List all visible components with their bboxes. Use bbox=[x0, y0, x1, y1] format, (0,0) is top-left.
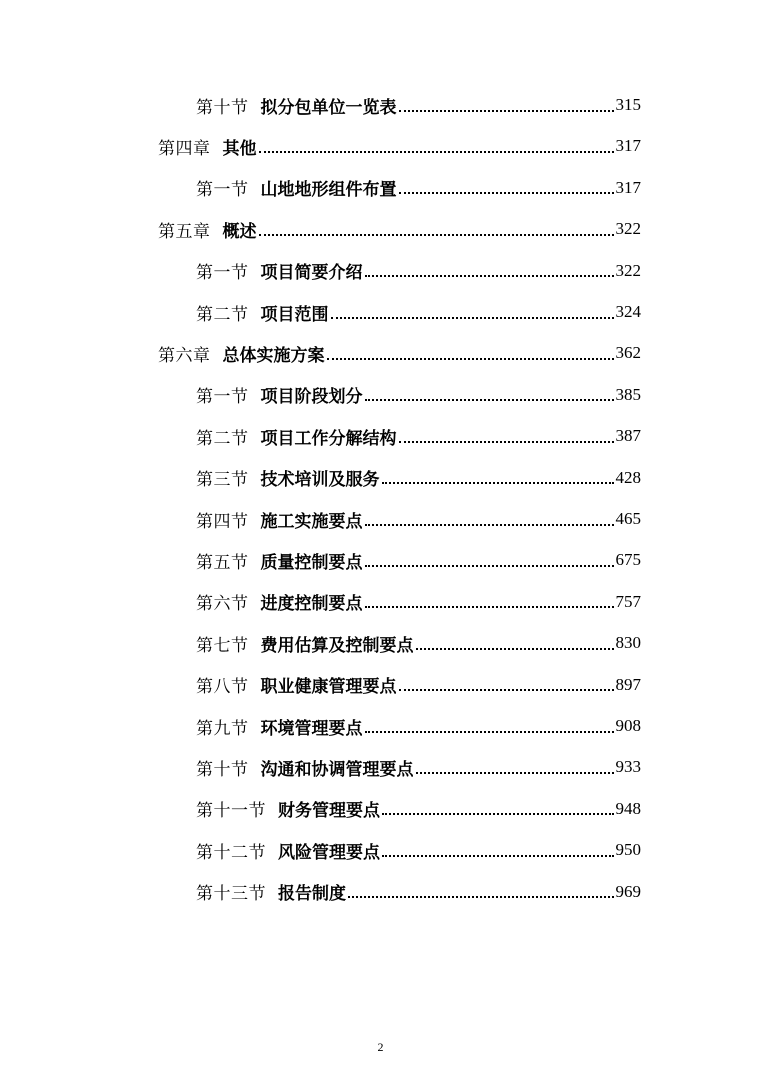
toc-entry-page: 362 bbox=[615, 343, 641, 363]
dot-leader bbox=[365, 564, 614, 567]
toc-entry-title: 风险管理要点 bbox=[278, 842, 380, 863]
toc-entry-page: 315 bbox=[615, 95, 641, 114]
toc-entry-title: 项目阶段划分 bbox=[260, 387, 363, 408]
dot-leader bbox=[259, 150, 614, 153]
toc-entry-label: 第六节 bbox=[196, 594, 249, 615]
toc-section-row[interactable] bbox=[196, 877, 641, 907]
toc-entry-label: 第六章 bbox=[158, 345, 211, 366]
dot-leader bbox=[259, 233, 614, 236]
toc-entry-page: 322 bbox=[615, 219, 641, 239]
toc-entry-label: 第一节 bbox=[196, 263, 249, 284]
dot-leader bbox=[365, 523, 614, 526]
dot-leader bbox=[416, 647, 614, 650]
toc-entry-label: 第五节 bbox=[196, 552, 249, 573]
toc-chapter-row[interactable] bbox=[158, 214, 641, 244]
toc-entry-title: 财务管理要点 bbox=[278, 801, 380, 822]
dot-leader bbox=[327, 357, 614, 360]
toc-entry-page: 387 bbox=[615, 426, 641, 446]
dot-leader bbox=[365, 605, 614, 608]
toc-section-row[interactable] bbox=[196, 711, 641, 741]
toc-entry-label: 第一节 bbox=[196, 387, 249, 408]
toc-entry-title: 山地地形组件布置 bbox=[260, 180, 397, 201]
toc-entry-title: 施工实施要点 bbox=[260, 511, 363, 532]
toc-entry-label: 第七节 bbox=[196, 635, 249, 656]
toc-entry-page: 757 bbox=[615, 591, 641, 611]
toc-entry-label: 第二节 bbox=[196, 304, 249, 325]
toc-entry-title: 沟通和协调管理要点 bbox=[260, 759, 414, 780]
toc-entry-page: 465 bbox=[615, 509, 641, 528]
toc-entry-label: 第四节 bbox=[196, 511, 249, 532]
toc-section-row[interactable] bbox=[196, 587, 641, 617]
toc-section-row[interactable] bbox=[196, 173, 641, 203]
dot-leader bbox=[399, 440, 614, 443]
toc-section-row[interactable] bbox=[196, 421, 641, 451]
toc-entry-label: 第十节 bbox=[196, 759, 249, 780]
toc-entry-page: 950 bbox=[615, 840, 641, 860]
toc-entry-title: 环境管理要点 bbox=[260, 718, 363, 739]
toc-chapter-row[interactable] bbox=[158, 338, 641, 368]
toc-entry-label: 第十一节 bbox=[196, 801, 266, 822]
dot-leader bbox=[348, 895, 614, 898]
toc-section-row[interactable] bbox=[196, 463, 641, 493]
toc-entry-title: 项目工作分解结构 bbox=[260, 428, 397, 449]
dot-leader bbox=[382, 481, 614, 484]
toc-entry-label: 第八节 bbox=[196, 677, 249, 698]
toc-entry-page: 675 bbox=[615, 550, 641, 570]
dot-leader bbox=[382, 812, 614, 815]
toc-section-row[interactable] bbox=[196, 545, 641, 575]
toc-entry-label: 第一节 bbox=[196, 180, 249, 201]
toc-entry-label: 第十三节 bbox=[196, 884, 266, 905]
dot-leader bbox=[399, 688, 614, 691]
dot-leader bbox=[399, 191, 614, 194]
toc-section-row[interactable] bbox=[196, 835, 641, 865]
toc-entry-title: 技术培训及服务 bbox=[260, 470, 380, 491]
dot-leader bbox=[416, 771, 614, 774]
toc-entry-page: 317 bbox=[615, 136, 641, 156]
toc-entry-label: 第三节 bbox=[196, 470, 249, 491]
toc-section-row[interactable] bbox=[196, 297, 641, 327]
toc-entry-page: 830 bbox=[615, 633, 641, 653]
dot-leader bbox=[331, 316, 614, 319]
toc-entry-label: 第十二节 bbox=[196, 842, 266, 863]
toc-entry-title: 概述 bbox=[222, 221, 257, 242]
toc-entry-page: 969 bbox=[615, 881, 641, 901]
toc-entry-title: 职业健康管理要点 bbox=[260, 677, 397, 698]
toc-entry-label: 第二节 bbox=[196, 428, 249, 449]
toc-entry-label: 第九节 bbox=[196, 718, 249, 739]
toc-section-row[interactable] bbox=[196, 752, 641, 782]
dot-leader bbox=[365, 730, 614, 733]
toc-chapter-row[interactable] bbox=[158, 131, 641, 161]
toc-section-row[interactable] bbox=[196, 670, 641, 700]
toc-entry-page: 897 bbox=[615, 674, 641, 694]
toc-section-row[interactable] bbox=[196, 256, 641, 286]
toc-entry-title: 拟分包单位一览表 bbox=[260, 97, 397, 118]
toc-entry-page: 933 bbox=[615, 757, 641, 777]
toc-entry-title: 其他 bbox=[222, 138, 257, 159]
toc-entry-label: 第五章 bbox=[158, 221, 211, 242]
toc-entry-page: 317 bbox=[615, 177, 641, 197]
dot-leader bbox=[365, 398, 614, 401]
toc-entry-title: 总体实施方案 bbox=[222, 345, 325, 366]
toc-entry-page: 322 bbox=[615, 260, 641, 280]
toc-entry-page: 385 bbox=[615, 384, 641, 404]
dot-leader bbox=[382, 854, 614, 857]
toc-section-row[interactable] bbox=[196, 794, 641, 824]
toc-section-row[interactable] bbox=[196, 380, 641, 410]
toc-entry-title: 项目范围 bbox=[260, 304, 329, 325]
toc-section-row[interactable] bbox=[196, 504, 641, 534]
dot-leader bbox=[399, 109, 614, 112]
toc-entry-title: 质量控制要点 bbox=[260, 552, 363, 573]
page-number: 2 bbox=[377, 1040, 384, 1054]
toc-entry-label: 第四章 bbox=[158, 138, 211, 159]
toc-entry-title: 项目简要介绍 bbox=[260, 263, 363, 284]
toc-entry-page: 428 bbox=[615, 467, 641, 487]
dot-leader bbox=[365, 274, 614, 277]
toc-entry-title: 费用估算及控制要点 bbox=[260, 635, 414, 656]
toc-entry-label: 第十节 bbox=[196, 97, 249, 118]
toc-entry-page: 908 bbox=[615, 716, 641, 735]
toc-entry-page: 324 bbox=[615, 302, 641, 321]
toc-section-row[interactable] bbox=[196, 628, 641, 658]
toc-section-row[interactable] bbox=[196, 90, 641, 120]
toc-entry-title: 进度控制要点 bbox=[260, 594, 363, 615]
toc-entry-title: 报告制度 bbox=[278, 884, 346, 905]
toc-entry-page: 948 bbox=[615, 798, 641, 818]
